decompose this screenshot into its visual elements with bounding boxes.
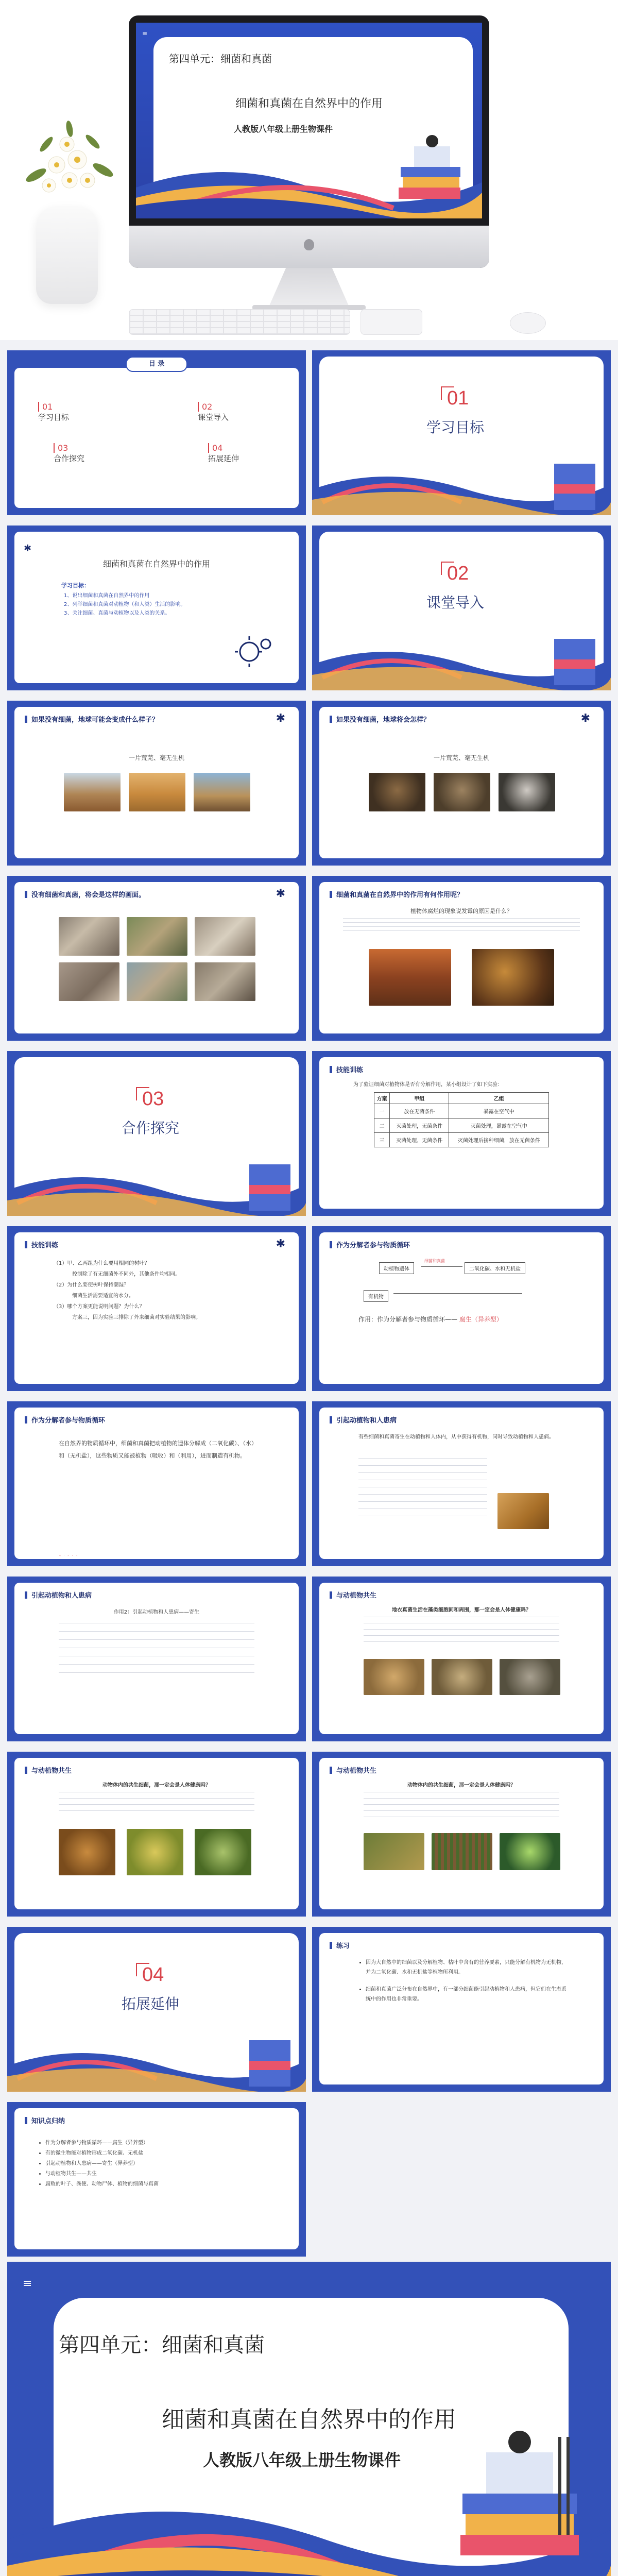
- slide-train1: [312, 1051, 611, 1216]
- slide-practice: [312, 1927, 611, 2092]
- section-number: 03: [142, 1088, 164, 1110]
- summary-item: • 与动植物共生——共生: [45, 2169, 159, 2179]
- slide-title-text: 作为分解者参与物质循环: [336, 1242, 410, 1249]
- books-illustration: [393, 131, 471, 213]
- toc-badge: 目 录: [126, 357, 187, 372]
- q2-answer: 一片荒芜、毫无生机: [433, 754, 489, 761]
- slide-q2: [312, 701, 611, 866]
- slide-section-04: [7, 1927, 306, 2092]
- slide-title: [25, 714, 159, 724]
- title-bar: [330, 716, 332, 723]
- title-bar: [25, 716, 27, 723]
- slide-card: [14, 882, 299, 1033]
- table-header: 方案: [374, 1093, 390, 1104]
- desert-photo: [194, 773, 250, 811]
- q4-question: 植物体腐烂的现象说发霉的原因是什么？: [410, 908, 512, 914]
- flower-bouquet-image: [15, 113, 124, 216]
- star-icon: ✱: [580, 712, 590, 725]
- sym1-heading: 地衣真菌生活在藻类细胞间和周围，那一定会是人体健康吗？: [392, 1607, 531, 1613]
- table-cell: 二: [374, 1118, 390, 1133]
- garbage-photo: [59, 962, 119, 1001]
- slide-title-text: 没有细菌和真菌，将会是这样的画面。: [31, 891, 146, 899]
- title-bar: [25, 1591, 27, 1599]
- table-row: [374, 1133, 549, 1147]
- slide-card: [319, 1232, 604, 1384]
- slide-title-text: 技能训练: [31, 1242, 59, 1249]
- flow-box: 有机物: [364, 1290, 388, 1302]
- conclusion-highlight: 腐生（异养型）: [459, 1316, 503, 1323]
- microbe-photo: [195, 1829, 251, 1875]
- star-icon: ✱: [276, 1238, 285, 1250]
- flow-box: 二氧化碳、水和无机盐: [465, 1262, 525, 1274]
- slide-section-02: [312, 526, 611, 690]
- toc-item-label: 拓展延伸: [208, 454, 239, 463]
- goal-item: 1、说出细菌和真菌在自然界中的作用: [64, 593, 150, 599]
- sym3-heading: 动物体内的共生细菌，那一定会是人体健康吗？: [407, 1783, 516, 1788]
- menu-icon: ≡: [142, 30, 148, 37]
- apple-logo-icon: [304, 239, 314, 250]
- big-main-title: 细菌和真菌在自然界中的作用: [162, 2406, 456, 2433]
- section-number: 01: [447, 387, 469, 409]
- section-waves: [312, 629, 611, 690]
- slide-title-text: 与动植物共生: [31, 1767, 72, 1775]
- slide-sym3: [312, 1752, 611, 1917]
- toc-item-4[interactable]: [208, 443, 239, 464]
- title-bar: [330, 1066, 332, 1073]
- slide-title: [330, 1415, 397, 1425]
- slide-title: [25, 1765, 72, 1775]
- slide-title-text: 知识点归纳: [31, 2117, 65, 2125]
- slide-title: [330, 1064, 363, 1074]
- title-bar: [330, 1591, 332, 1599]
- slide-decomp2: [7, 1401, 306, 1566]
- forest-photo: [369, 949, 451, 1006]
- screen-subtitle: 人教版八年级上册生物课件: [234, 124, 333, 134]
- experiment-table: [374, 1092, 549, 1147]
- disease1-text: 有些细菌和真菌寄生在动植物和人体内，从中获得有机物，同时导致动植物和人患病。: [358, 1434, 554, 1440]
- monitor-frame: [129, 15, 489, 268]
- slide-title-text: 练习: [336, 1942, 350, 1950]
- section-number: 04: [142, 1964, 164, 1986]
- answer-item: 细菌生活需要适宜的水分。: [72, 1293, 134, 1299]
- monitor-stand: [268, 268, 350, 309]
- paragraph-lines: [59, 1623, 254, 1680]
- flow-arrow: [393, 1293, 522, 1294]
- title-bar: [25, 1767, 27, 1774]
- train2-list: [54, 1258, 201, 1323]
- table-cell: 放在无菌条件: [390, 1104, 449, 1118]
- slide-train2: [7, 1226, 306, 1391]
- table-row: [374, 1104, 549, 1118]
- paragraph-lines: [358, 1458, 487, 1520]
- big-unit-title: 第四单元：细菌和真菌: [59, 2333, 265, 2357]
- train1-intro: 为了验证细菌对植物体是否有分解作用，某小组设计了如下实验：: [353, 1082, 503, 1088]
- toc-item-1[interactable]: [38, 402, 69, 422]
- slide-q4: [312, 876, 611, 1041]
- desert-photo: [64, 773, 121, 811]
- practice-item: • 因为大自然中的细菌以及分解植物、枯叶中含有的营养要素，只能分解有机物为无机物，并为二氧化碳、水和无机盐等植物所利用。: [366, 1958, 570, 1977]
- flow-arrow: [421, 1266, 462, 1267]
- slide-title: [330, 1240, 410, 1249]
- table-cell: 灭菌处理，暴露在空气中: [449, 1118, 549, 1133]
- title-bar: [330, 891, 332, 898]
- summary-item: • 作为分解者参与物质循环——腐生（异养型）: [45, 2138, 159, 2148]
- title-slide-large: [7, 2262, 611, 2576]
- field-photo: [432, 1833, 492, 1870]
- hero-mockup: [0, 0, 618, 340]
- bacteria-icon: [234, 634, 275, 670]
- sym2-heading: 动物体内的共生细菌，那一定会是人体健康吗？: [102, 1783, 211, 1788]
- conclusion-text: 作用：作为分解者参与物质循环——: [358, 1316, 458, 1323]
- slide-title: [330, 714, 430, 724]
- monitor-chin: [129, 226, 489, 268]
- slide-section-03: [7, 1051, 306, 1216]
- paragraph-lines: [364, 1617, 559, 1648]
- table-cell: 暴露在空气中: [449, 1104, 549, 1118]
- slide-toc: [7, 350, 306, 515]
- toc-item-label: 学习目标: [38, 413, 70, 422]
- slide-title-text: 引起动植物和人患病: [336, 1417, 397, 1425]
- table-cell: 灭菌处理，无菌条件: [390, 1118, 449, 1133]
- slide-goals: [7, 526, 306, 690]
- slide-title-text: 与动植物共生: [336, 1767, 377, 1775]
- question-item: （2）为什么要使树叶保持潮湿？: [54, 1282, 129, 1288]
- title-bar: [330, 1767, 332, 1774]
- slide-title: [25, 1415, 105, 1425]
- lichen-photo: [364, 1659, 424, 1695]
- table-cell: 灭菌处理后接种细菌，放在无菌条件: [449, 1133, 549, 1147]
- toc-item-num: 02: [198, 402, 229, 412]
- slide-title-text: 引起动植物和人患病: [31, 1592, 92, 1600]
- leaves-photo: [472, 949, 554, 1006]
- slide-title: [330, 889, 464, 899]
- keyboard-image: [129, 309, 350, 335]
- title-bar: [330, 1416, 332, 1423]
- goal-item: 2、列举细菌和真菌对动植物（和人类）生活的影响。: [64, 602, 186, 607]
- slide-title: [330, 1765, 376, 1775]
- slide-decomp1: [312, 1226, 611, 1391]
- practice-item: • 细菌和真菌广泛分布在自然界中，有一部分细菌能引起动植物和人患病，但它们在生态系统中的作用也非常重要。: [366, 1985, 570, 2004]
- slide-q1: [7, 701, 306, 866]
- slide-title-text: 作为分解者参与物质循环: [31, 1417, 106, 1425]
- slide-title-text: 如果没有细菌，地球可能会变成什么样子？: [31, 716, 159, 724]
- slide-title-text: 细菌和真菌在自然界中的作用有何作用呢？: [336, 891, 464, 899]
- question-item: （3）哪个方案更能说明问题？为什么？: [54, 1304, 145, 1310]
- vase-image: [36, 206, 98, 304]
- animal-photo: [369, 773, 425, 811]
- flow-link-label: 细菌和真菌: [424, 1259, 445, 1263]
- summary-list: [38, 2138, 159, 2190]
- table-row: [374, 1118, 549, 1133]
- star-icon: ✱: [276, 712, 285, 725]
- slide-card: [14, 368, 299, 508]
- title-bar: [330, 1942, 332, 1949]
- menu-icon[interactable]: ≡: [23, 2277, 32, 2290]
- slide-card: [319, 882, 604, 1033]
- toc-item-label: 合作探究: [54, 454, 85, 463]
- table-header-row: [374, 1093, 549, 1104]
- section-label: 拓展延伸: [122, 1995, 180, 2012]
- answer-item: 方案三，因为实验三排除了外来细菌对实验结果的影响。: [72, 1315, 201, 1320]
- goal-item: 3、关注细菌、真菌与动植物以及人类的关系。: [64, 611, 170, 616]
- title-bar: [25, 2117, 27, 2124]
- slide-disease1: [312, 1401, 611, 1566]
- table-cell: 三: [374, 1133, 390, 1147]
- section-waves: [7, 1154, 306, 1216]
- paragraph-lines: [364, 1792, 559, 1823]
- screen-unit-title: 第四单元：细菌和真菌: [169, 53, 272, 65]
- microbe-photo: [59, 1829, 115, 1875]
- desert-photo: [129, 773, 185, 811]
- decomp2-text: 在自然界的物质循环中，细菌和真菌把动植物的遗体分解成（二氧化碳）、（水）和（无机盐），这些物质又能被植物（吸收）和（利用），进而制造有机物。: [59, 1440, 254, 1460]
- trackpad-image: [360, 309, 422, 335]
- q1-answer: 一片荒芜、毫无生机: [128, 754, 184, 761]
- toc-item-num: 04: [208, 443, 239, 453]
- section-waves: [7, 2030, 306, 2092]
- star-icon: ✱: [276, 887, 285, 900]
- toc-item-label: 课堂导入: [198, 413, 229, 422]
- slide-summary: [7, 2102, 306, 2257]
- toc-item-num: 03: [54, 443, 84, 453]
- summary-item: • 引起动植物和人患病——寄生（异养型）: [45, 2159, 159, 2169]
- slide-sym2: [7, 1752, 306, 1917]
- slide-title: [330, 1590, 376, 1600]
- slide-title: [25, 889, 145, 899]
- garbage-photo: [127, 917, 187, 956]
- title-bar: [25, 1416, 27, 1423]
- screen-main-title: 细菌和真菌在自然界中的作用: [235, 97, 383, 110]
- summary-item: • 腐败的叶子、粪便、动物尸体、植物的细菌与真菌: [45, 2179, 159, 2190]
- paragraph-lines: [59, 1792, 254, 1817]
- flow-box: 动植物遗体: [379, 1262, 414, 1274]
- goals-list: [64, 591, 185, 618]
- disease-photo: [497, 1493, 549, 1529]
- title-bar: [330, 1241, 332, 1248]
- slide-q3: [7, 876, 306, 1041]
- table-cell: 一: [374, 1104, 390, 1118]
- mouse-image: [510, 312, 546, 334]
- slide-title-text: 与动植物共生: [336, 1592, 377, 1600]
- table-header: 甲组: [390, 1093, 449, 1104]
- slide-disease2: [7, 1577, 306, 1741]
- garbage-photo: [195, 962, 255, 1001]
- disease2-sub: 作用2：引起动植物和人患病——寄生: [113, 1609, 200, 1615]
- table-cell: 灭菌处理，无菌条件: [390, 1133, 449, 1147]
- title-bar: [25, 891, 27, 898]
- garbage-photo: [59, 917, 119, 956]
- animal-photo: [499, 773, 555, 811]
- section-label: 合作探究: [122, 1120, 180, 1137]
- summary-item: • 有的微生物能对植物形成二氧化碳、无机盐: [45, 2148, 159, 2159]
- books-illustration: [450, 2416, 589, 2571]
- lichen-photo: [432, 1659, 492, 1695]
- slide-section-01: [312, 350, 611, 515]
- toc-item-num: 01: [38, 402, 69, 412]
- section-label: 课堂导入: [426, 594, 485, 611]
- slide-title: [330, 1940, 350, 1950]
- section-waves: [312, 453, 611, 515]
- monitor-screen: [136, 23, 482, 218]
- goals-sub: 学习目标：: [61, 582, 90, 589]
- slide-card: [319, 1933, 604, 2084]
- microbe-photo: [127, 1829, 183, 1875]
- lichen-photo: [500, 1659, 560, 1695]
- paragraph-lines: [343, 918, 580, 933]
- garbage-photo: [127, 962, 187, 1001]
- table-header: 乙组: [449, 1093, 549, 1104]
- animal-photo: [434, 773, 490, 811]
- garbage-photo: [195, 917, 255, 956]
- slide-title: [25, 1590, 92, 1600]
- star-icon: ✱: [24, 543, 32, 554]
- leaf-photo: [500, 1833, 560, 1870]
- slide-title: [25, 2115, 65, 2125]
- section-number: 02: [447, 563, 469, 584]
- decomp-conclusion: [358, 1315, 503, 1324]
- section-label: 学习目标: [426, 419, 485, 436]
- big-subtitle: 人教版八年级上册生物课件: [203, 2450, 401, 2470]
- toc-item-2[interactable]: [198, 402, 229, 422]
- toc-item-3[interactable]: [54, 443, 84, 464]
- title-bar: [25, 1241, 27, 1248]
- answer-item: 控制除了有无细菌外不同外，其他条件均相同。: [72, 1272, 180, 1277]
- question-item: （1）甲、乙两组为什么要用相同的树叶？: [54, 1261, 150, 1266]
- slide-title-text: 如果没有细菌，地球将会怎样？: [336, 716, 431, 724]
- slide-sym1: [312, 1577, 611, 1741]
- slide-title-text: 技能训练: [336, 1066, 364, 1074]
- goals-heading: 细菌和真菌在自然界中的作用: [102, 559, 210, 569]
- slide-card: [14, 1408, 299, 1559]
- practice-list: [358, 1958, 570, 2004]
- slide-title: [25, 1240, 58, 1249]
- plant-photo: [364, 1833, 424, 1870]
